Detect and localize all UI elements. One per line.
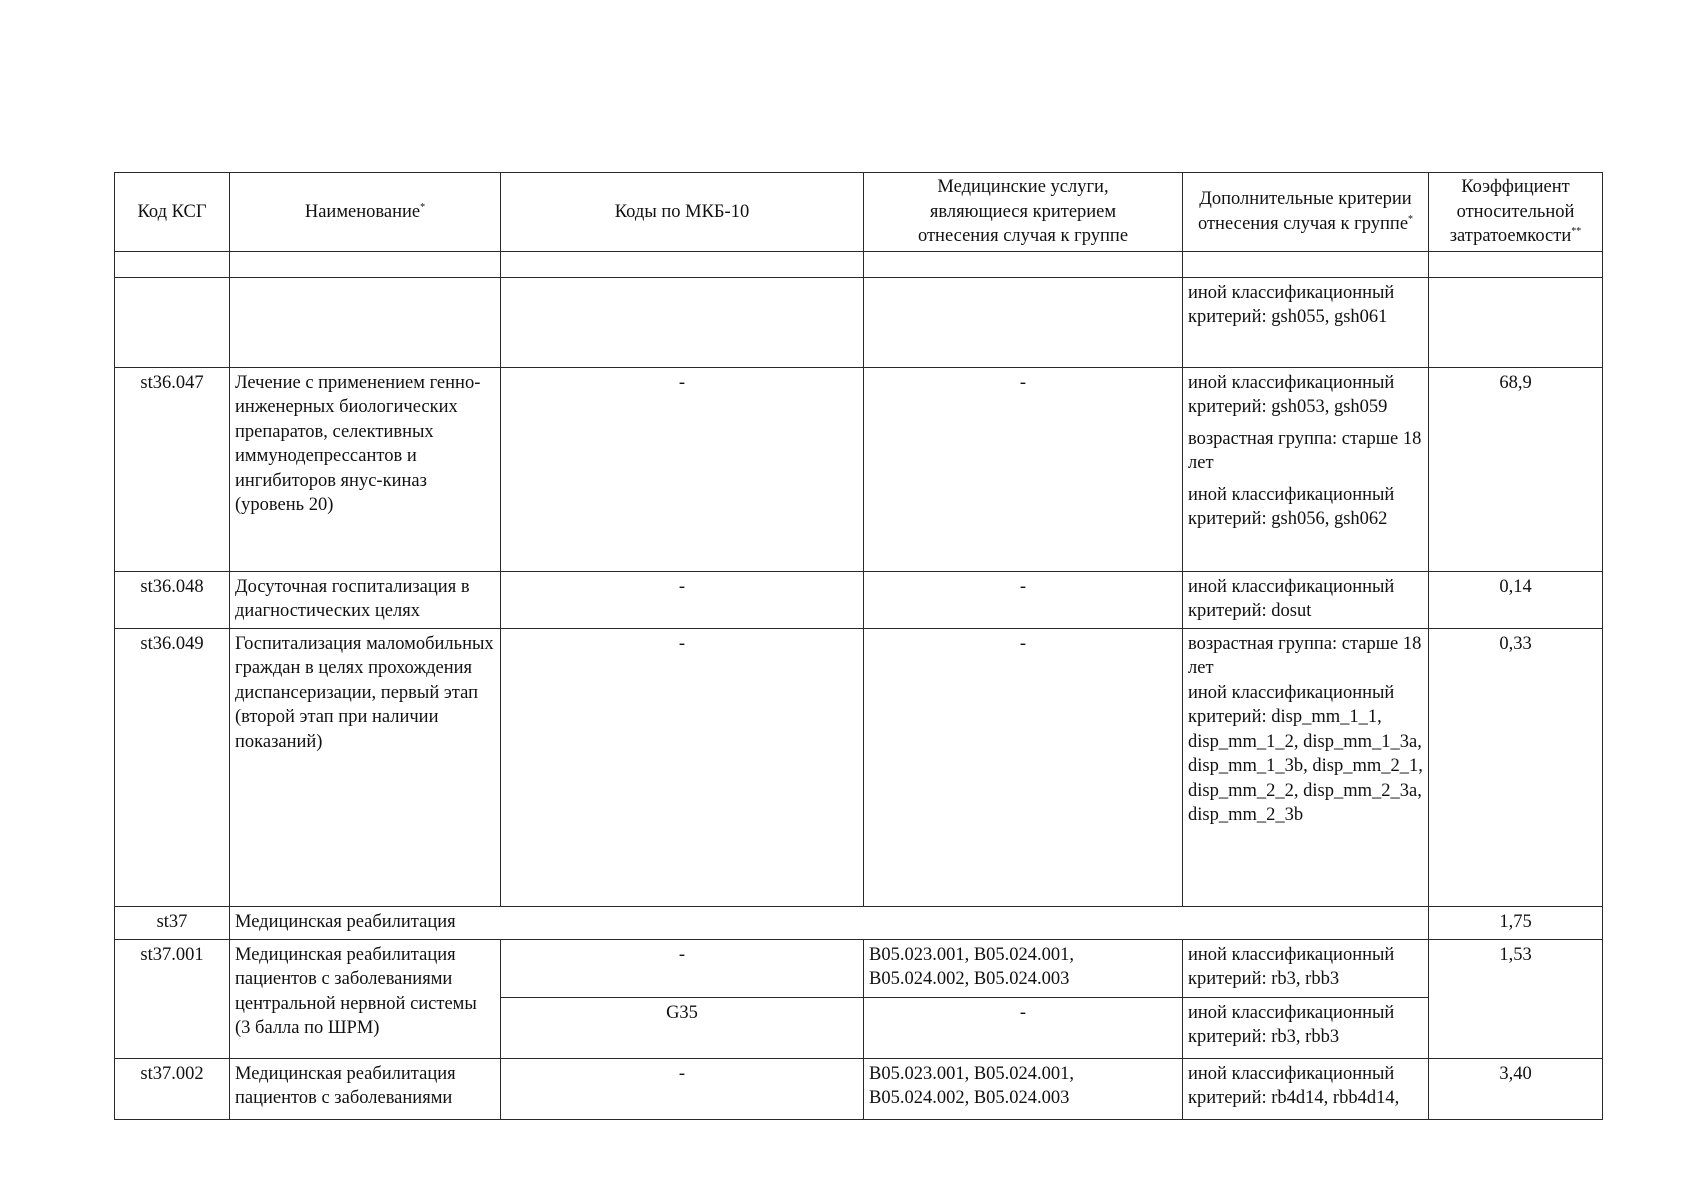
services-cell: -	[864, 997, 1183, 1058]
mkb-codes: -	[501, 367, 864, 571]
header-services: Медицинские услуги, являющиеся критерием отнесения случая к группе	[864, 173, 1183, 252]
mkb-codes: -	[501, 628, 864, 906]
footnote-mark: *	[420, 201, 426, 213]
services-cell: -	[864, 367, 1183, 571]
table-row	[115, 367, 1603, 571]
services-cell: B05.023.001, B05.024.001, B05.024.002, B05.024.003	[864, 1058, 1183, 1119]
mkb-codes: G35	[501, 997, 864, 1058]
criteria-cell: иной классификационный критерий: rb3, rbb3	[1183, 997, 1429, 1058]
header-mkb: Коды по МКБ-10	[501, 173, 864, 252]
criteria-cell: иной классификационный критерий: rb3, rbb3	[1183, 939, 1429, 997]
criteria-item: иной классификационный критерий: gsh053, gsh059	[1188, 372, 1395, 417]
criteria-item: иной классификационный критерий: disp_mm_1_1, disp_mm_1_2, disp_mm_1_3a, disp_mm_1_3b, disp_mm_2_1, disp_mm_2_2, disp_mm_2_3a, disp_mm_2_3b	[1188, 682, 1423, 825]
table-row	[115, 1058, 1603, 1119]
ksg-name: Госпитализация маломобильных граждан в целях прохождения диспансеризации, первый этап (второй этап при наличии показаний)	[230, 628, 501, 906]
ksg-name: Медицинская реабилитация пациентов с заболеваниями	[230, 1058, 501, 1119]
ksg-code: st36.049	[115, 628, 230, 906]
criteria-cell: иной классификационный критерий: rb4d14, rbb4d14,	[1183, 1058, 1429, 1119]
services-cell: B05.023.001, B05.024.001, B05.024.002, B05.024.003	[864, 939, 1183, 997]
coef-value: 3,40	[1429, 1058, 1603, 1119]
services-cell: -	[864, 628, 1183, 906]
section-title: Медицинская реабилитация	[230, 906, 1429, 939]
services-cell: -	[864, 571, 1183, 628]
ksg-code: st36.047	[115, 367, 230, 571]
ksg-code: st37.001	[115, 939, 230, 1058]
footnote-mark: *	[1408, 213, 1414, 225]
header-name: Наименование*	[230, 173, 501, 252]
table-row	[115, 571, 1603, 628]
table-row	[115, 277, 1603, 367]
header-code: Код КСГ	[115, 173, 230, 252]
table-header-row	[115, 173, 1603, 252]
ksg-name: Медицинская реабилитация пациентов с заболеваниями центральной нервной системы (3 балла по ШРМ)	[230, 939, 501, 1058]
table-row	[115, 939, 1603, 997]
ksg-code: st36.048	[115, 571, 230, 628]
header-criteria: Дополнительные критерии отнесения случая к группе*	[1183, 173, 1429, 252]
ksg-code: st37.002	[115, 1058, 230, 1119]
mkb-codes: -	[501, 1058, 864, 1119]
criteria-cell	[1183, 367, 1429, 571]
ksg-name: Досуточная госпитализация в диагностических целях	[230, 571, 501, 628]
coef-value: 68,9	[1429, 367, 1603, 571]
table-section-row	[115, 906, 1603, 939]
coef-value: 1,53	[1429, 939, 1603, 1058]
ksg-code: st37	[115, 906, 230, 939]
coef-value: 0,33	[1429, 628, 1603, 906]
coef-value: 0,14	[1429, 571, 1603, 628]
criteria-item: возрастная группа: старше 18 лет	[1188, 633, 1422, 678]
mkb-codes: -	[501, 571, 864, 628]
criteria-cell	[1183, 628, 1429, 906]
ksg-name: Лечение с применением генно-инженерных биологических препаратов, селективных иммунодепрессантов и ингибиторов янус-киназ (уровень 20)	[230, 367, 501, 571]
mkb-codes: -	[501, 939, 864, 997]
ksg-table	[114, 172, 1603, 1120]
header-coef: Коэффициент относительной затратоемкости**	[1429, 173, 1603, 252]
criteria-item: возрастная группа: старше 18 лет	[1188, 428, 1422, 473]
footnote-mark: **	[1571, 226, 1582, 237]
criteria-item: иной классификационный критерий: gsh056, gsh062	[1188, 484, 1395, 529]
table-row	[115, 628, 1603, 906]
criteria-cell: иной классификационный критерий: gsh055, gsh061	[1183, 277, 1429, 367]
coef-value: 1,75	[1429, 906, 1603, 939]
table-spacer-row	[115, 251, 1603, 277]
criteria-cell: иной классификационный критерий: dosut	[1183, 571, 1429, 628]
